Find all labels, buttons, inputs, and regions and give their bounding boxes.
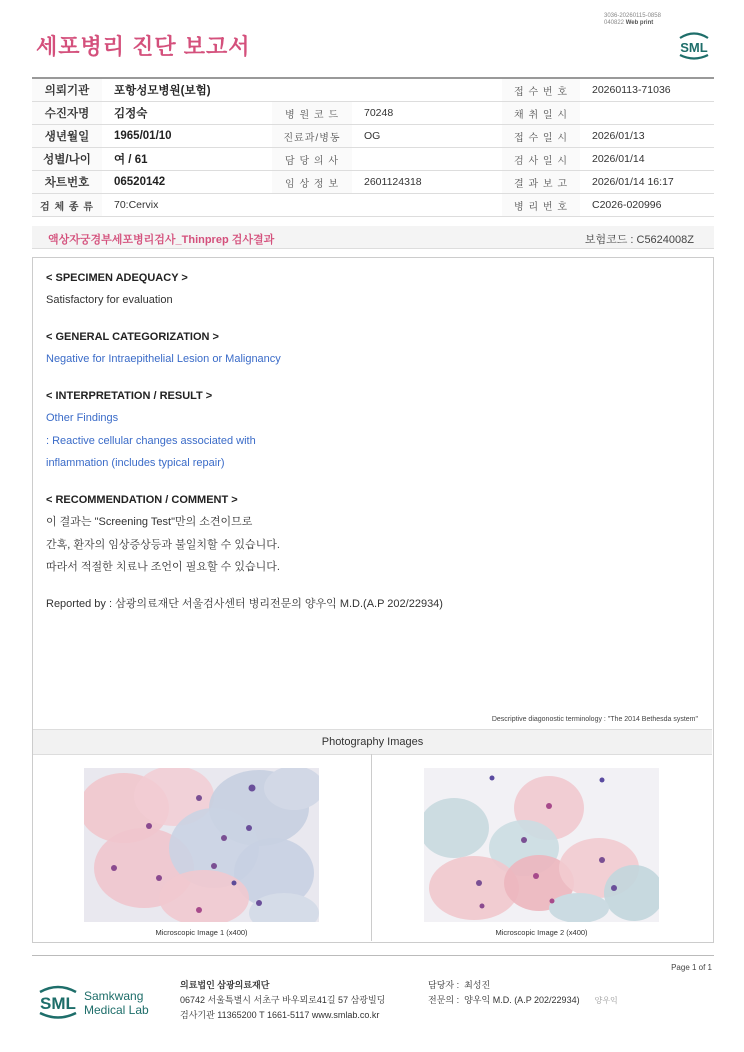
info-value: 포항성모병원(보험)	[102, 78, 272, 102]
info-label-2: 진료과/병동	[272, 125, 352, 148]
logo-top-text: SML	[680, 40, 708, 55]
report-title: 세포병리 진단 보고서	[36, 34, 251, 59]
info-label-2: 병 원 코 드	[272, 102, 352, 125]
footer-logo-line2: Medical Lab	[84, 1003, 149, 1017]
footer-divider	[32, 955, 714, 956]
info-row	[32, 125, 714, 148]
info-label: 수진자명	[32, 102, 102, 125]
info-label-3: 병 리 번 호	[502, 194, 580, 217]
photo-bar-label: Photography Images	[33, 729, 712, 755]
info-label-2	[272, 194, 352, 217]
info-value-3: 2026/01/14 16:17	[580, 171, 714, 194]
info-row	[32, 102, 714, 125]
interp-line: Other Findings	[46, 412, 119, 424]
microscopic-image-2	[424, 768, 659, 922]
print-info	[604, 13, 684, 27]
footer-address: 06742 서울특별시 서초구 바우뫼로41길 57 삼광빌딩	[180, 995, 386, 1005]
info-value-3: 2026/01/13	[580, 125, 714, 148]
info-label-3: 채 취 일 시	[502, 102, 580, 125]
info-value-2	[352, 194, 502, 217]
sml-logo-footer	[36, 980, 156, 1024]
info-label-2: 임 상 정 보	[272, 171, 352, 194]
recommend-line: 간혹, 환자의 임상증상등과 불일치할 수 있습니다.	[46, 539, 280, 551]
general-text: Negative for Intraepithelial Lesion or Malignancy	[46, 353, 281, 365]
info-value-2	[352, 148, 502, 171]
info-value-2: 2601124318	[352, 171, 502, 194]
info-label-2	[272, 78, 352, 102]
info-value: 06520142	[102, 171, 272, 194]
sml-logo-top	[674, 28, 714, 62]
staff-name: 최성진	[464, 980, 491, 990]
microscopic-image-1	[84, 768, 319, 922]
insurance-code: 보험코드 : C5624008Z	[584, 234, 694, 246]
specimen-text: Satisfactory for evaluation	[46, 294, 173, 306]
print-mode: Web print	[625, 20, 654, 26]
sml-logo-icon	[674, 28, 714, 62]
info-label-2: 담 당 의 사	[272, 148, 352, 171]
info-value-3: 2026/01/14	[580, 148, 714, 171]
doctor-signature: 양우익	[594, 996, 618, 1005]
image-2-caption: Microscopic Image 2 (x400)	[495, 928, 588, 937]
info-row	[32, 171, 714, 194]
info-label: 검 체 종 류	[32, 194, 102, 217]
info-value: 여 / 61	[102, 148, 272, 171]
page-number: Page 1 of 1	[671, 963, 712, 972]
footer-contact: 검사기관 11365200 T 1661-5117 www.smlab.co.kr	[180, 1010, 380, 1020]
info-label: 성별/나이	[32, 148, 102, 171]
info-label: 생년월일	[32, 125, 102, 148]
print-code-2: 040822	[604, 20, 625, 26]
info-value-2: OG	[352, 125, 502, 148]
info-value-3: C2026-020996	[580, 194, 714, 217]
photo-divider	[371, 754, 372, 941]
info-label-3: 결 과 보 고	[502, 171, 580, 194]
info-value-2: 70248	[352, 102, 502, 125]
staff-label: 담당자 :	[428, 980, 460, 990]
image-1-caption: Microscopic Image 1 (x400)	[155, 928, 248, 937]
interp-heading: < INTERPRETATION / RESULT >	[46, 390, 213, 402]
info-value: 70:Cervix	[102, 194, 272, 217]
print-code: 3036-20260115-0858	[604, 13, 661, 19]
recommend-line: 따라서 적절한 치료나 조언이 필요할 수 있습니다.	[46, 561, 280, 573]
info-label: 차트번호	[32, 171, 102, 194]
general-heading: < GENERAL CATEGORIZATION >	[46, 331, 219, 343]
info-value-3: 20260113-71036	[580, 78, 714, 102]
info-value-3	[580, 102, 714, 125]
test-name: 액상자궁경부세포병리검사_Thinprep 검사결과	[48, 234, 275, 246]
footer-logo-text: SML	[40, 994, 76, 1013]
footer-staff-info	[428, 978, 618, 1008]
reported-by: Reported by : 삼광의료재단 서울검사센터 병리전문의 양우익 M.D.(A.P 202/22934)	[46, 598, 443, 610]
info-value: 1965/01/10	[102, 125, 272, 148]
specimen-heading: < SPECIMEN ADEQUACY >	[46, 272, 188, 284]
recommend-line: 이 결과는 "Screening Test"만의 소견이므로	[46, 516, 253, 528]
info-value: 김정숙	[102, 102, 272, 125]
info-row	[32, 148, 714, 171]
info-label-3: 검 사 일 시	[502, 148, 580, 171]
interp-line: : Reactive cellular changes associated with	[46, 435, 256, 447]
footer-org-info	[180, 978, 385, 1023]
footer-logo-line1: Samkwang	[84, 989, 144, 1003]
footer-org-name: 의료법인 삼광의료재단	[180, 980, 270, 990]
info-row	[32, 194, 714, 217]
info-value-2	[352, 78, 502, 102]
doctor-name: 양우익 M.D. (A.P 202/22934)	[464, 995, 580, 1005]
info-row	[32, 78, 714, 102]
info-label-3: 접 수 번 호	[502, 78, 580, 102]
info-label-3: 접 수 일 시	[502, 125, 580, 148]
bethesda-note: Descriptive diagonostic terminology : "The 2014 Bethesda system"	[491, 716, 698, 723]
info-label: 의뢰기관	[32, 78, 102, 102]
doctor-label: 전문의 :	[428, 995, 460, 1005]
patient-info-table	[32, 77, 714, 217]
recommend-heading: < RECOMMENDATION / COMMENT >	[46, 494, 238, 506]
interp-line: inflammation (includes typical repair)	[46, 457, 225, 469]
